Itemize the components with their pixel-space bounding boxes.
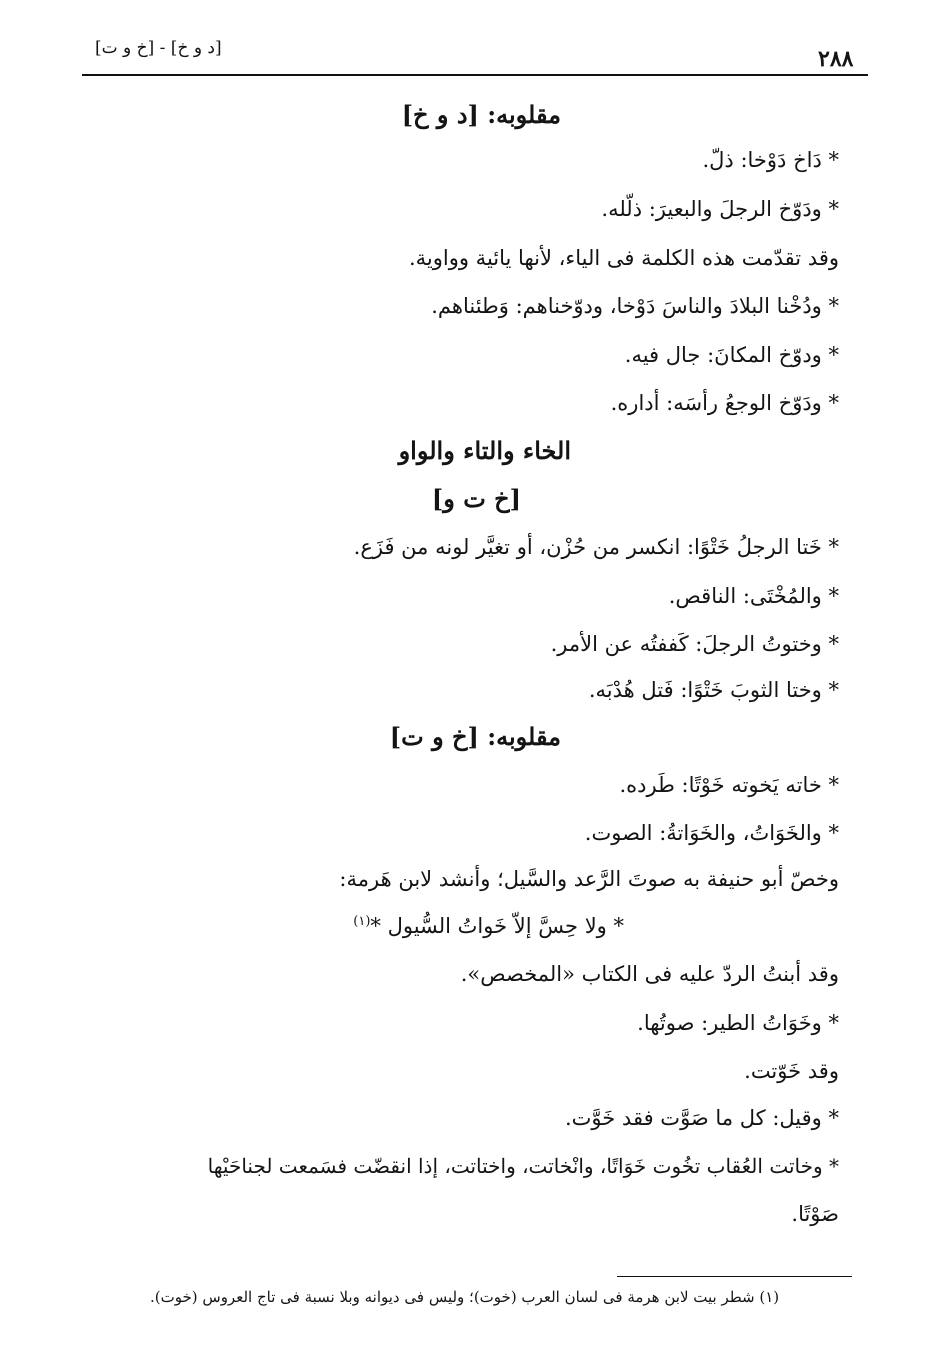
verse-line	[353, 914, 624, 938]
section-heading: مقلوبه: [د و خ]	[401, 100, 561, 129]
header-divider	[82, 74, 868, 76]
page-number: ٢٨٨	[818, 46, 854, 72]
text-line: صَوْتًا.	[791, 1202, 839, 1226]
text-line: * ودَوّخ الرجلَ والبعيرَ: ذلّله.	[601, 197, 839, 221]
footnote-divider	[617, 1276, 852, 1277]
text-line: * وختا الثوبَ خَتْوًا: فَتل هُدْبَه.	[588, 678, 839, 702]
text-line: * والخَوَاتُ، والخَوَاتةُ: الصوت.	[584, 821, 839, 845]
text-line: وقد تقدّمت هذه الكلمة فى الياء، لأنها يائية وواوية.	[408, 246, 839, 270]
text-line: * دَاخ دَوْخا: ذلّ.	[702, 148, 839, 172]
text-line: * وقيل: كل ما صَوَّت فقد خَوَّت.	[564, 1106, 839, 1130]
footnote-marker: (١)	[353, 914, 371, 929]
section-heading: [خ ت و]	[431, 484, 521, 513]
text-line: وخصّ أبو حنيفة به صوتَ الرَّعد والسَّيل؛ وأنشد لابن هَرمة:	[339, 867, 839, 891]
text-line: وقد خَوّتت.	[744, 1059, 839, 1083]
text-line: * خَتا الرجلُ خَتْوًا: انكسر من حُزْن، أو تغيَّر لونه من فَزَع.	[353, 535, 839, 559]
text-line: * ودُخْنا البلادَ والناسَ دَوْخا، ودوّخناهم: وَطئناهم.	[431, 294, 839, 318]
verse-text: * ولا حِسَّ إلاّ خَواتُ السُّيول *	[370, 914, 624, 938]
footnote: (١) شطر بيت لابن هرمة فى لسان العرب (خوت)؛ وليس فى ديوانه وبلا نسبة فى تاج العروس (خوت).	[150, 1288, 780, 1306]
running-head: [د و خ] - [خ و ت]	[95, 38, 222, 58]
text-line: * والمُخْتَى: الناقص.	[668, 584, 839, 608]
text-line: وقد أبنتُ الردّ عليه فى الكتاب «المخصص».	[460, 962, 839, 986]
text-line: * خاته يَخوته خَوْتًا: طَرده.	[619, 773, 839, 797]
text-line: * وخاتت العُقاب تخُوت خَوَاتًا، وانْخاتت، واختاتت، إذا انقضّت فسَمعت لجناحَيْها	[207, 1154, 839, 1178]
text-line: * ودوّخ المكانَ: جال فيه.	[624, 343, 839, 367]
section-heading: مقلوبه: [خ و ت]	[389, 722, 561, 751]
text-line: * ودَوّخ الوجعُ رأسَه: أداره.	[610, 391, 839, 415]
chapter-heading: الخاء والتاء والواو	[398, 436, 571, 465]
text-line: * وختوتُ الرجلَ: كَففتُه عن الأمر.	[550, 632, 839, 656]
text-line: * وخَوَاتُ الطير: صوتُها.	[637, 1011, 839, 1035]
